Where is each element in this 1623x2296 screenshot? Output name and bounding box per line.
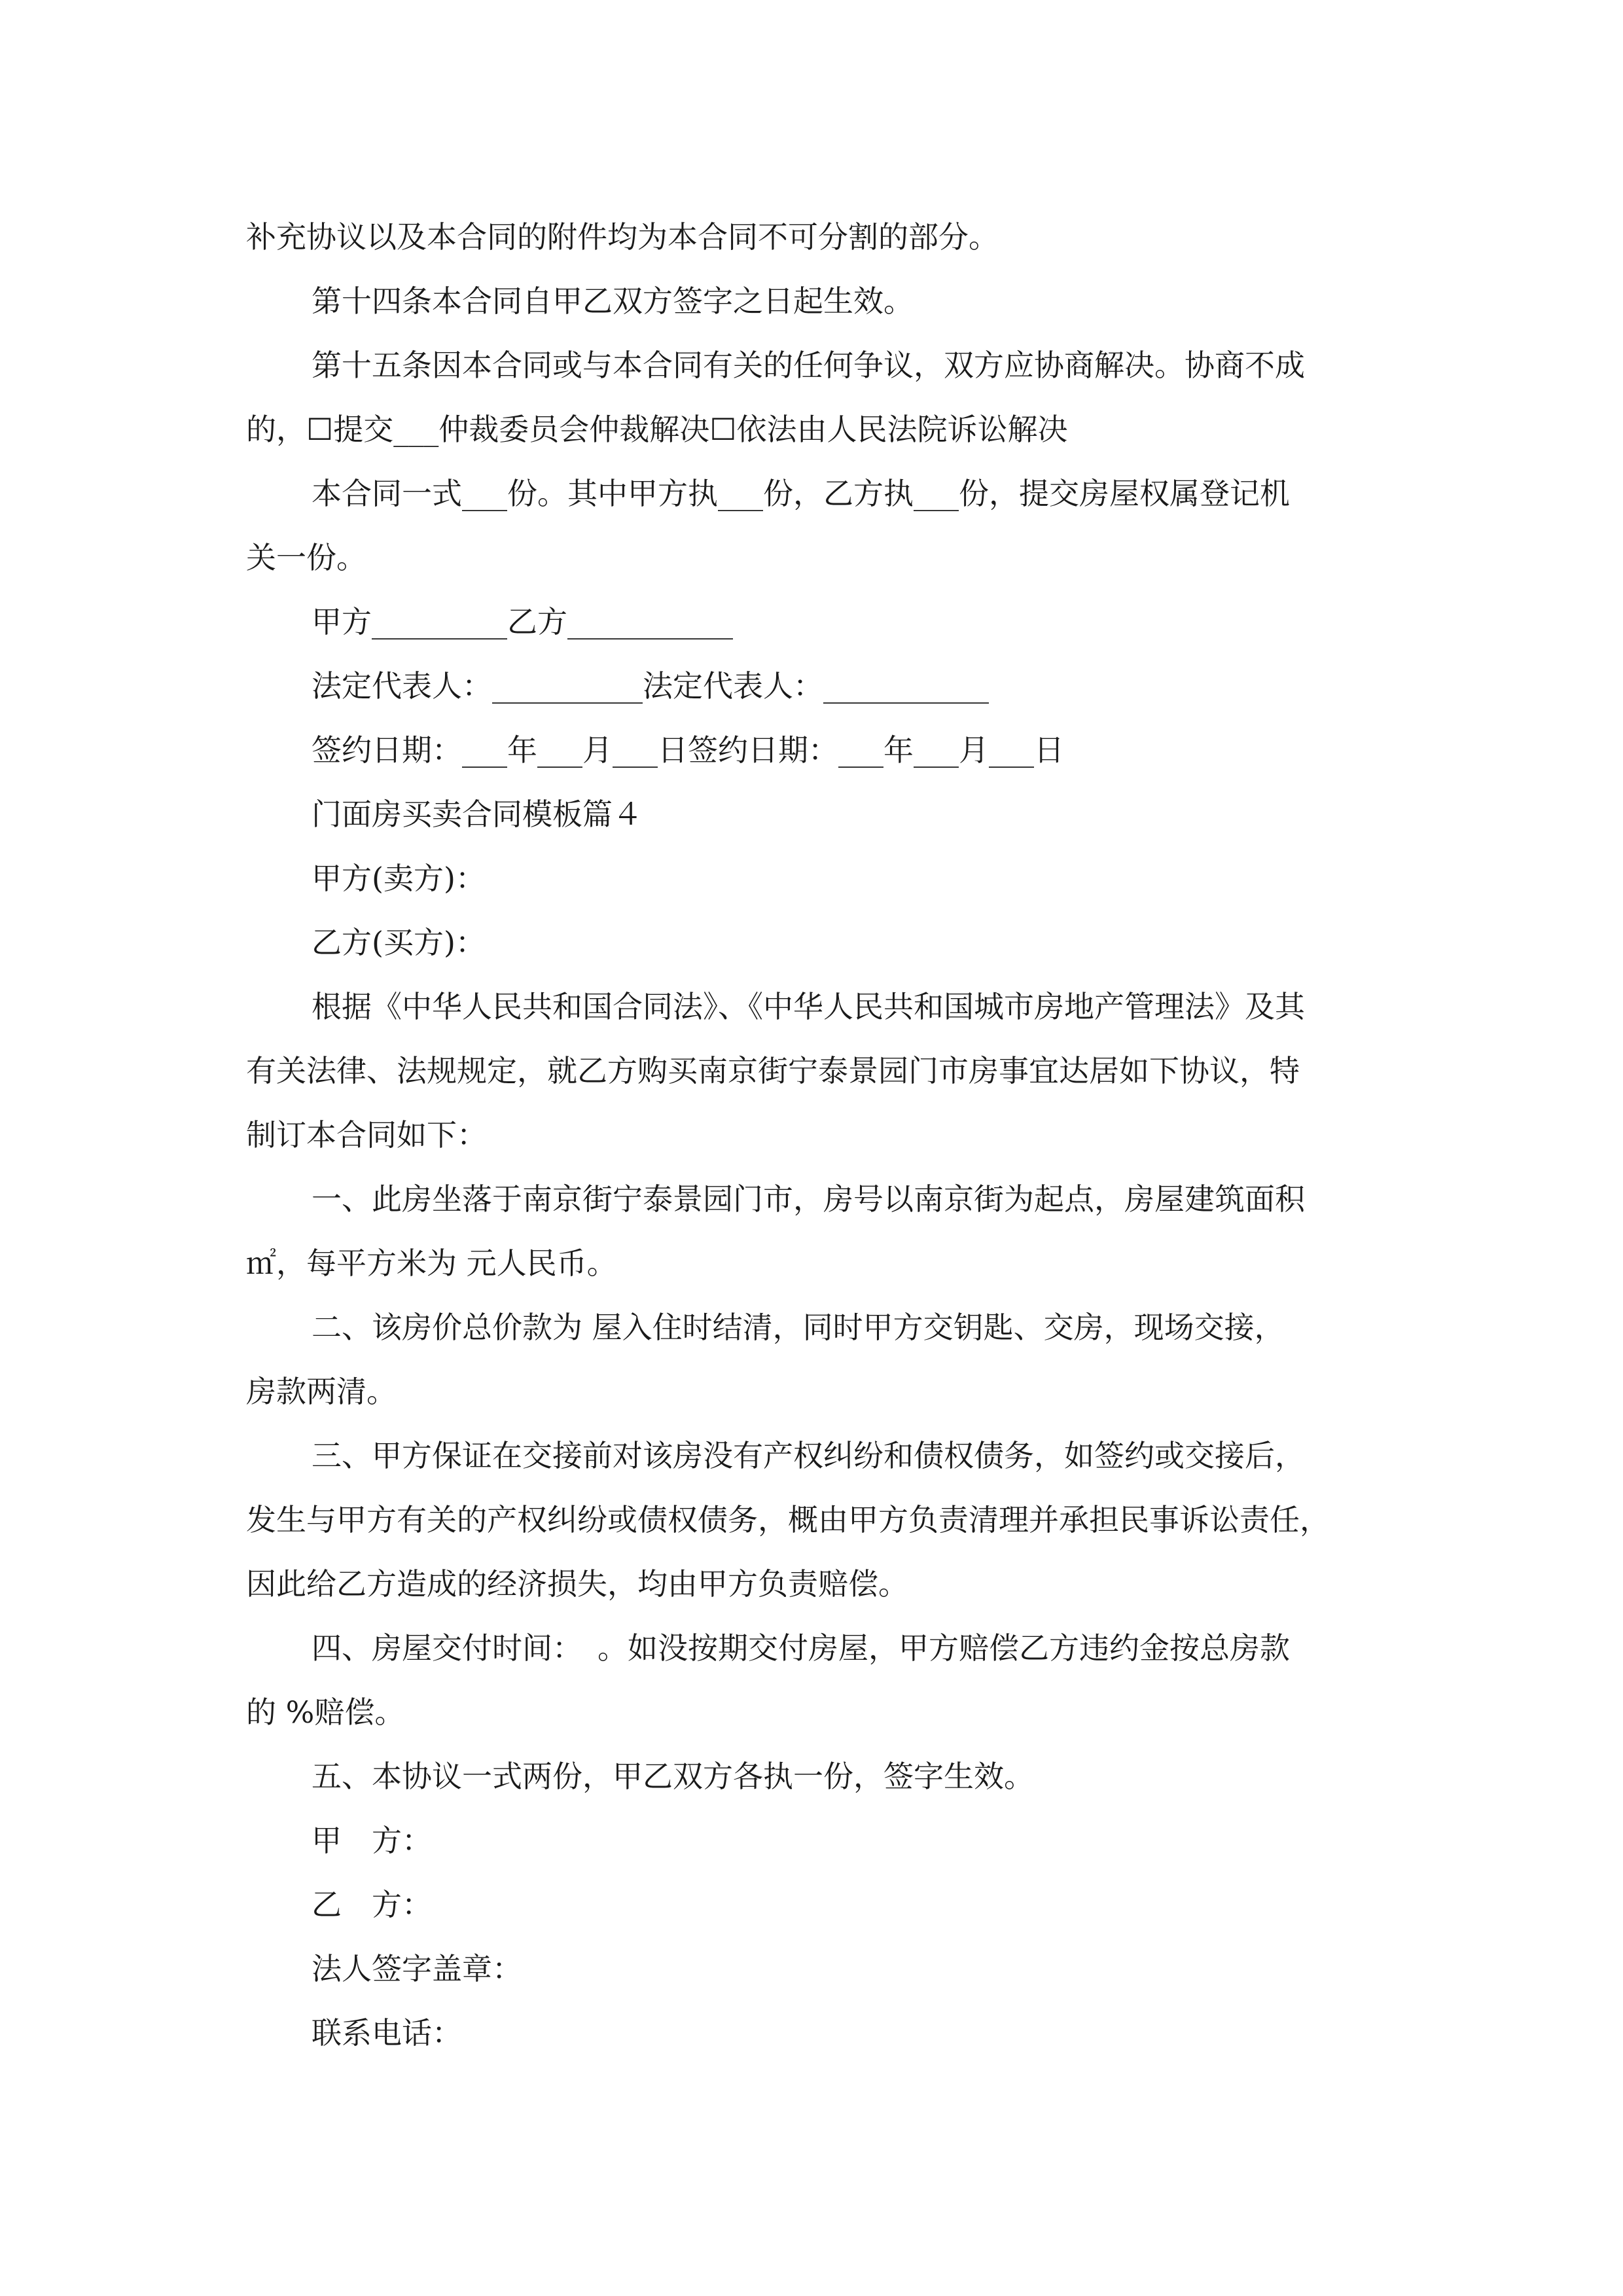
- text-line: 发生与甲方有关的产权纠纷或债权债务，概由甲方负责清理并承担民事诉讼责任，: [246, 1502, 1330, 1537]
- text-line: ㎡，每平方米为 元人民币。: [246, 1246, 617, 1281]
- text-line: 甲方(卖方)：: [312, 861, 486, 896]
- text-line: 的，☐提交___仲裁委员会仲裁解决☐依法由人民法院诉讼解决: [246, 412, 1068, 447]
- text-line: 关一份。: [246, 540, 366, 575]
- signature-line: 乙 方：: [312, 1887, 432, 1922]
- text-line: 二、该房价总价款为 屋入住时结清，同时甲方交钥匙、交房，现场交接，: [312, 1310, 1285, 1345]
- text-line: 补充协议以及本合同的附件均为本合同不可分割的部分。: [246, 219, 999, 255]
- signature-line: 甲方_________乙方___________: [312, 604, 733, 639]
- signature-line: 法定代表人：__________法定代表人：___________: [312, 668, 989, 704]
- text-line: 三、甲方保证在交接前对该房没有产权纠纷和债权债务，如签约或交接后，: [312, 1438, 1305, 1473]
- text-line: 制订本合同如下：: [246, 1117, 487, 1153]
- text-line: 因此给乙方造成的经济损失，均由甲方负责赔偿。: [246, 1566, 908, 1602]
- text-line: 根据《中华人民共和国合同法》、《中华人民共和国城市房地产管理法》及其: [312, 989, 1305, 1024]
- text-line: 四、房屋交付时间： 。如没按期交付房屋，甲方赔偿乙方违约金按总房款: [312, 1630, 1290, 1666]
- signature-line: 甲 方：: [312, 1823, 432, 1858]
- text-line: 一、此房坐落于南京街宁泰景园门市，房号以南京街为起点，房屋建筑面积: [312, 1181, 1305, 1217]
- signature-line: 联系电话：: [312, 2015, 462, 2051]
- text-line: 第十五条因本合同或与本合同有关的任何争议，双方应协商解决。协商不成: [312, 348, 1305, 383]
- section-title: 门面房买卖合同模板篇４: [312, 797, 643, 832]
- text-line: 乙方(买方)：: [312, 925, 486, 960]
- text-line: 的 %赔偿。: [246, 1695, 405, 1730]
- text-line: 房款两清。: [246, 1374, 397, 1409]
- text-line: 本合同一式___份。其中甲方执___份，乙方执___份，提交房屋权属登记机: [312, 476, 1290, 511]
- signature-line: 法人签字盖章：: [312, 1951, 522, 1986]
- text-line: 第十四条本合同自甲乙双方签字之日起生效。: [312, 283, 914, 319]
- text-line: 有关法律、法规规定，就乙方购买南京街宁泰景园门市房事宜达居如下协议，特: [246, 1053, 1300, 1088]
- document-body: [246, 205, 1385, 2065]
- text-line: 五、本协议一式两份，甲乙双方各执一份，签字生效。: [312, 1759, 1034, 1794]
- signature-line: 签约日期：___年___月___日签约日期：___年___月___日: [312, 732, 1064, 768]
